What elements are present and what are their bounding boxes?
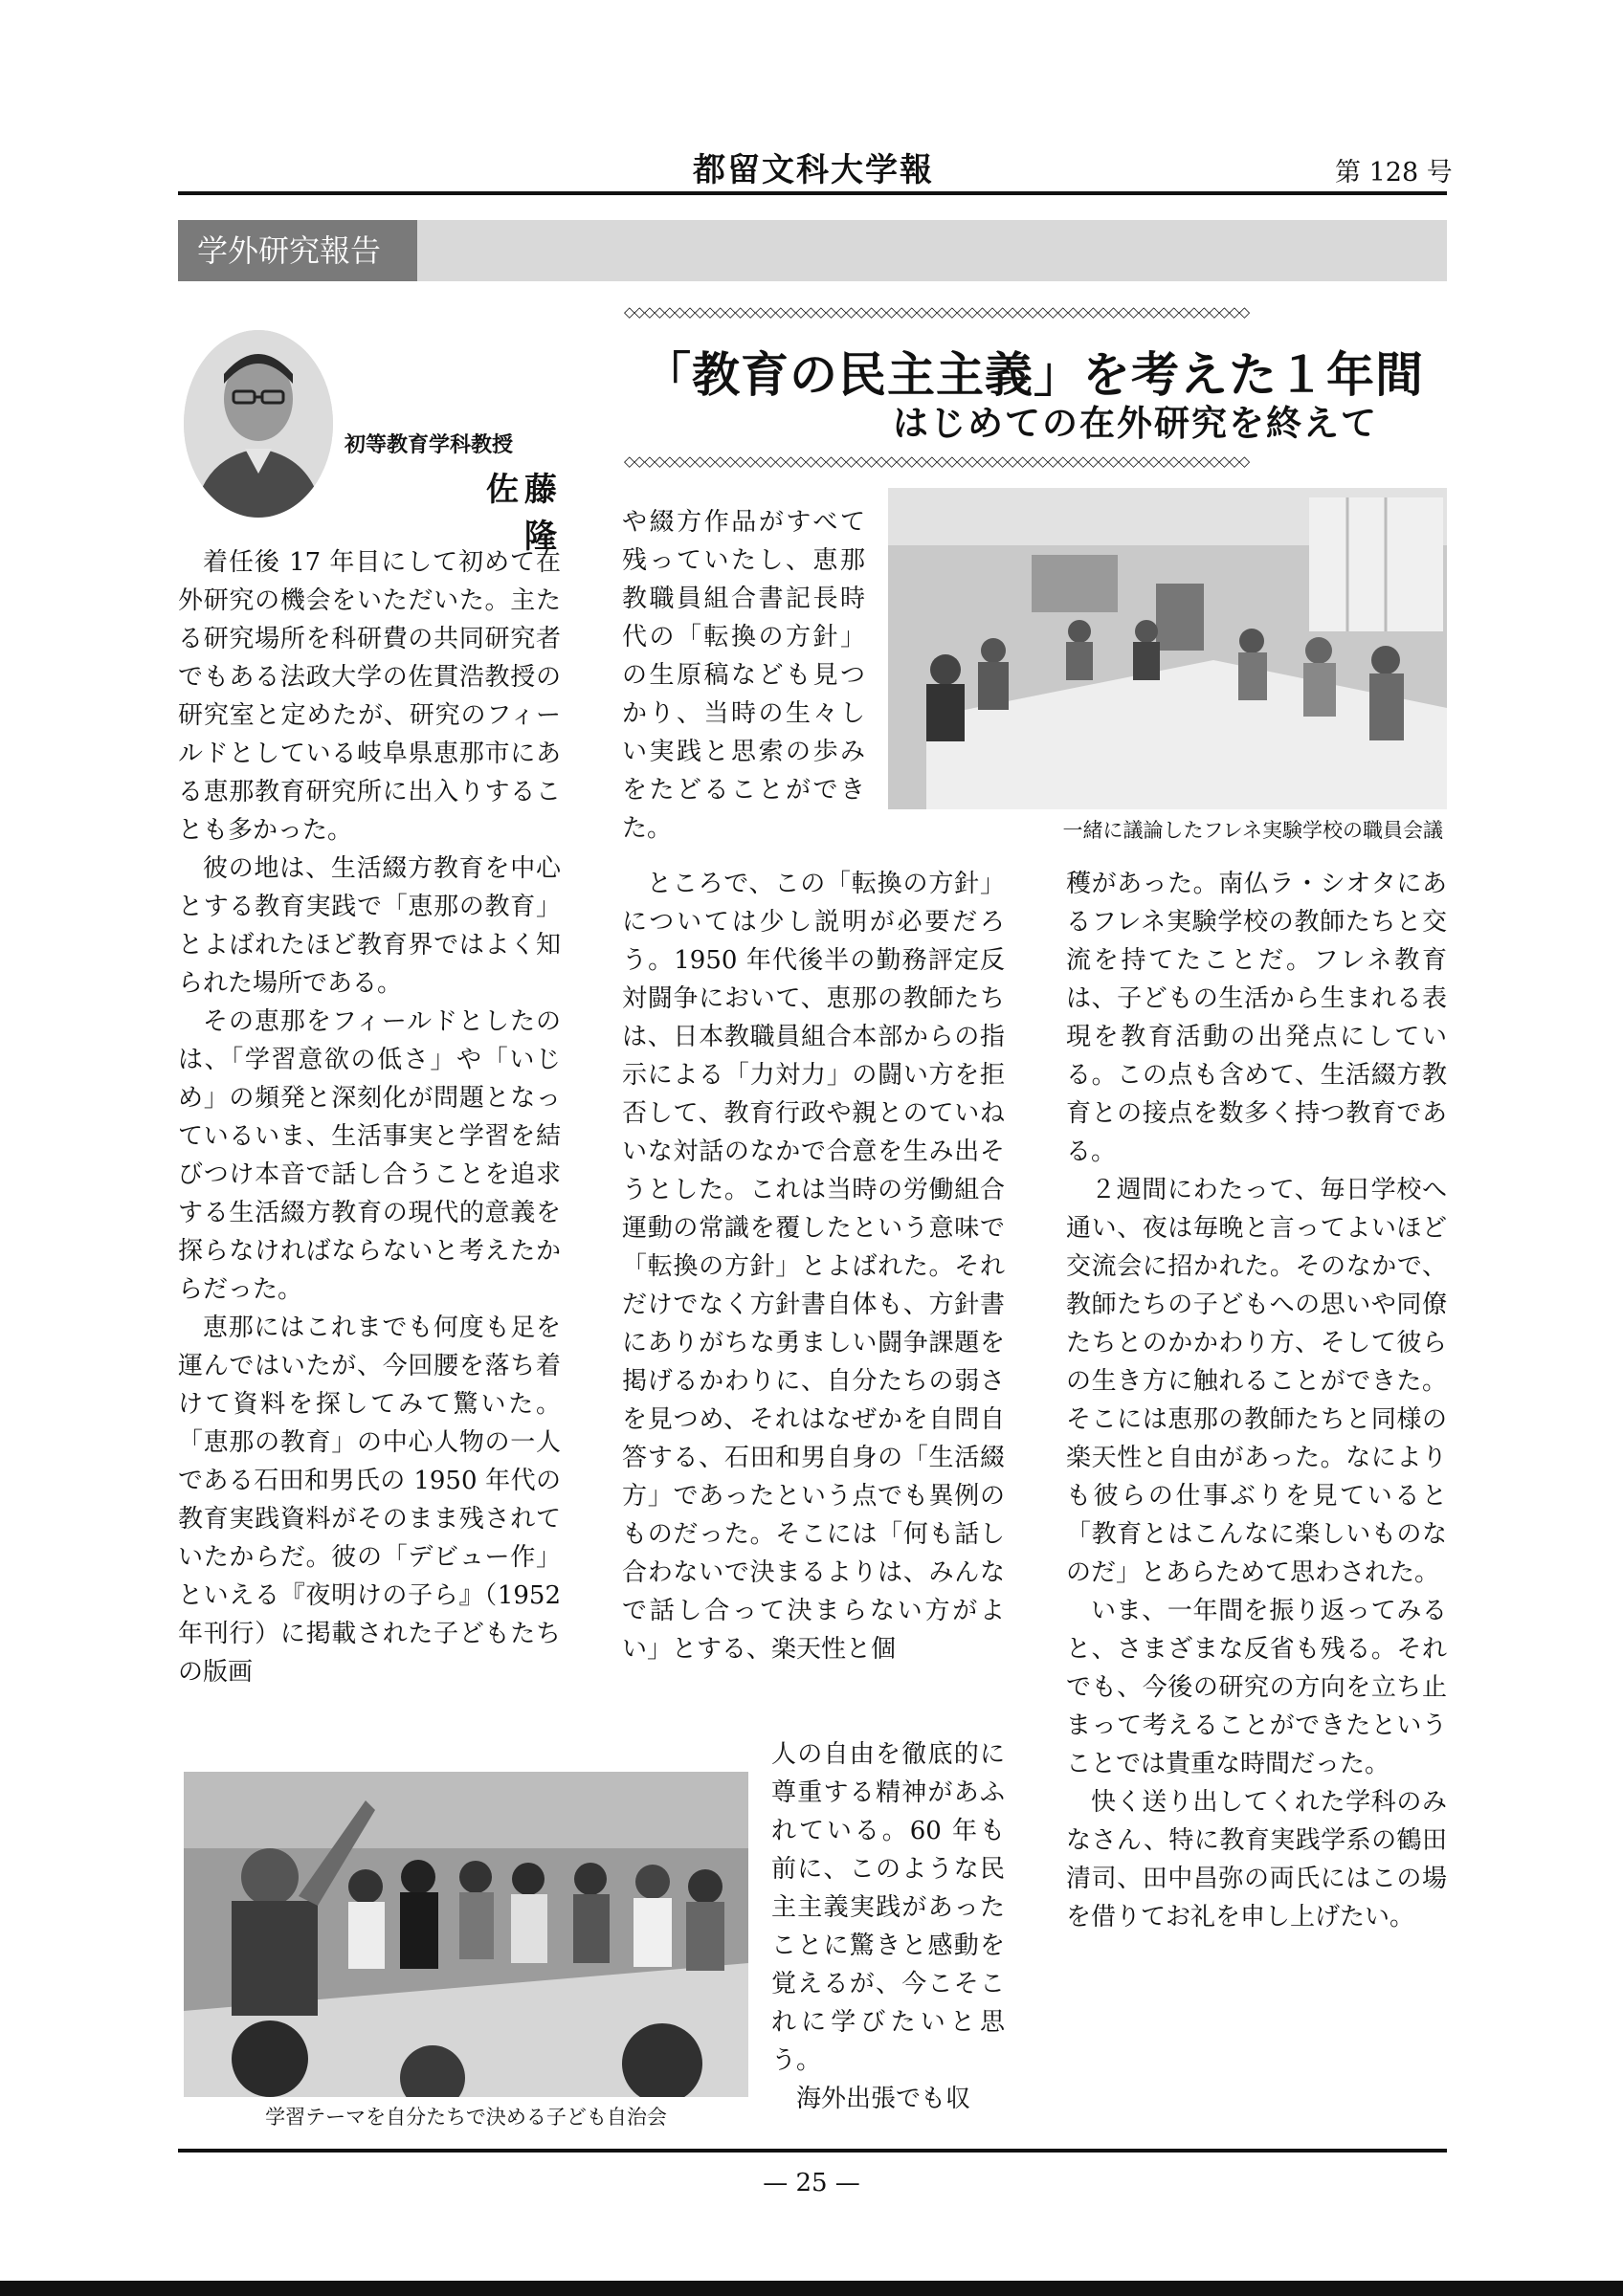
author-portrait	[184, 330, 333, 518]
paragraph: 快く送り出してくれた学科のみなさん、特に教育実践学系の鶴田清司、田中昌弥の両氏にはこの場を借りてお礼を申し上げたい。	[1066, 1788, 1447, 1932]
paragraph: 穫があった。南仏ラ・シオタにあるフレネ実験学校の教師たちと交流を持てたことだ。フレネ教育は、子どもの生活から生まれる表現を教育活動の出発点にしている。この点も含めて、生活綴方教育との接点を数多く持つ教育である。	[1066, 870, 1447, 1166]
article-title: 「教育の民主主義」を考えた１年間	[643, 347, 1424, 403]
children-photo-caption: 学習テーマを自分たちで決める子ども自治会	[265, 2106, 667, 2129]
column-2-top	[622, 503, 865, 848]
staff-meeting-image	[888, 488, 1447, 809]
paragraph: 海外出張でも収	[796, 2085, 971, 2113]
author-department: 初等教育学科教授	[345, 433, 514, 457]
column-2-middle	[622, 865, 1005, 1668]
paragraph: いま、一年間を振り返ってみると、さまざまな反省も残る。それでも、今後の研究の方向を立ち止まって考えることができたということでは貴重な時間だった。	[1066, 1597, 1447, 1778]
scan-edge	[0, 2281, 1623, 2296]
page-number: — 25 —	[763, 2169, 860, 2197]
publication-title: 都留文科大学報	[693, 151, 934, 189]
paragraph: その恵那をフィールドとしたのは、「学習意欲の低さ」や「いじめ」の頻発と深刻化が問題となっているいま、生活事実と学習を結びつけ本音で話し合うことを追求する生活綴方教育の現代的意義を探らなければならないと考えたからだった。	[178, 1007, 561, 1304]
paragraph: ２週間にわたって、毎日学校へ通い、夜は毎晩と言ってよいほど交流会に招かれた。そのなかで、教師たちの子どもへの思いや同僚たちとのかかわり方、そして彼らの生き方に触れることができた。そこには恵那の教師たちと同様の楽天性と自由があった。なによりも彼らの仕事ぶりを見ていると「教育とはこんなに楽しいものなのだ」とあらためて思わされた。	[1066, 1176, 1447, 1587]
footer-rule	[178, 2149, 1447, 2152]
person-silhouette-icon	[184, 330, 333, 518]
paragraph: 恵那にはこれまでも何度も足を運んではいたが、今回腰を落ち着けて資料を探してみて驚いた。「恵那の教育」の中心人物の一人である石田和男氏の 1950 年代の教育実践資料がそのまま残されていたからだ。彼の「デビュー作」といえる『夜明けの子ら』（1952 年刊行）に掲載された子どもたちの版画	[178, 1314, 561, 1687]
paragraph: 人の自由を徹底的に尊重する精神があふれている。60 年も前に、このような民主主義実践があったことに驚きと感動を覚えるが、今こそこれに学びたいと思う。	[771, 1740, 1005, 2075]
meeting-photo-caption: 一緒に議論したフレネ実験学校の職員会議	[1062, 819, 1443, 842]
column-1	[178, 543, 561, 1691]
issue-number: 第 128 号	[1335, 158, 1453, 188]
children-assembly-photo	[184, 1772, 748, 2097]
paragraph: ところで、この「転換の方針」については少し説明が必要だろう。1950 年代後半の勤務評定反対闘争において、恵那の教師たちは、日本教職員組合本部からの指示による「力対力」の闘い方を拒否して、教育行政や親とのていねいな対話のなかで合意を生み出そうとした。これは当時の労働組合運動の常識を覆したという意味で「転換の方針」とよばれた。それだけでなく方針書自体も、方針書にありがちな勇ましい闘争課題を掲げるかわりに、自分たちの弱さを見つめ、それはなぜかを自問自答する、石田和男自身の「生活綴方」であったという点でも異例のものだった。そこには「何も話し合わないで決まるよりは、みんなで話し合って決まらない方がよい」とする、楽天性と個	[622, 870, 1005, 1664]
ornament-rule-top: ◇◇◇◇◇◇◇◇◇◇◇◇◇◇◇◇◇◇◇◇◇◇◇◇◇◇◇◇◇◇◇◇◇◇◇◇◇◇◇◇◇◇◇◇◇◇◇◇◇◇◇◇◇◇◇◇◇◇◇◇◇◇	[624, 304, 1250, 320]
author-name: 佐藤 隆	[486, 471, 601, 556]
column-2-bottom	[771, 1735, 1005, 2118]
children-council-image	[184, 1772, 748, 2097]
paragraph: 彼の地は、生活綴方教育を中心とする教育実践で「恵那の教育」とよばれたほど教育界ではよく知られた場所である。	[178, 854, 561, 998]
ornament-rule-bottom: ◇◇◇◇◇◇◇◇◇◇◇◇◇◇◇◇◇◇◇◇◇◇◇◇◇◇◇◇◇◇◇◇◇◇◇◇◇◇◇◇◇◇◇◇◇◇◇◇◇◇◇◇◇◇◇◇◇◇◇◇◇◇	[624, 453, 1250, 469]
paragraph: 着任後 17 年目にして初めて在外研究の機会をいただいた。主たる研究場所を科研費の共同研究者でもある法政大学の佐貫浩教授の研究室と定めたが、研究のフィールドとしている岐阜県恵那市にある恵那教育研究所に出入りすることも多かった。	[178, 548, 561, 845]
meeting-photo	[888, 488, 1447, 809]
article-subtitle: はじめての在外研究を終えて	[893, 403, 1378, 444]
column-3	[1066, 865, 1447, 1936]
section-label: 学外研究報告	[178, 220, 417, 281]
paragraph: や綴方作品がすべて残っていたし、恵那教職員組合書記長時代の「転換の方針」の生原稿なども見つかり、当時の生々しい実践と思索の歩みをたどることができた。	[622, 508, 865, 843]
header-rule	[178, 191, 1447, 195]
